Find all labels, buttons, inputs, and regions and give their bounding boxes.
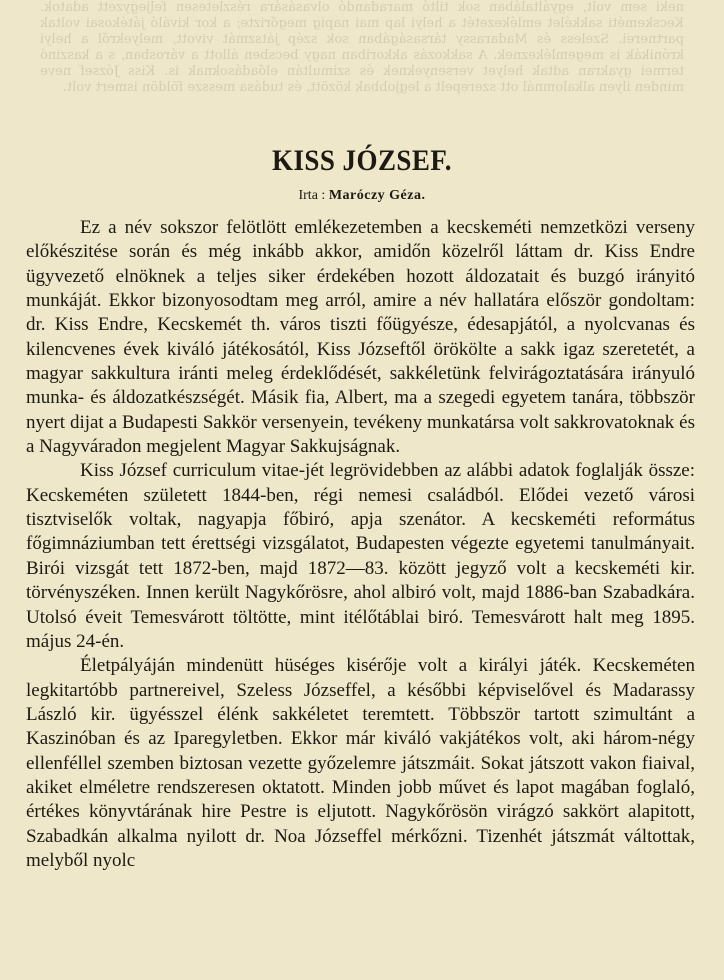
paragraph: Életpályáján mindenütt hüséges kisérője volt a királyi játék. Kecskeméten legkitartóbb partnereivel, Szeless Józseffel, a későbbi képviselővel és Madarassy László kir. ügyésszel élénk sakkéletet teremtett. Többször tartott szimultánt a Kaszinóban és az Iparegyletben. Ekkor már kiváló vakjátékos volt, aki három-négy ellenféllel szemben biztosan vezette győzelemre játszmáit. Sokat játszott vakon fiaival, akiket elméletre rendszeresen oktatott. Minden jobb művet és lapot magában foglaló, értékes könyvtárának hire Pestre is eljutott. Nagykőrösön virágzó sakkört alapitott, Szabadkán alkalma nyilott dr. Noa Józseffel mérkőzni. Tizenhét játszmát váltottak, melyből nyolc <box>26 655 695 871</box>
article-title: KISS JÓZSEF. <box>272 144 452 177</box>
paragraph: Kiss József curriculum vitae-jét legrövidebben az alábbi adatok foglalják össze: Kecskeméten született 1844-ben, régi nemesi családból. Elődei vezető városi tisztviselők voltak, nagyapja főbiró, apja szenátor. A kecskeméti református főgimnáziumban tett érettségi vizsgálatot, Budapesten végezte egyetemi tanulmányait. Birói vizsgát tett 1872-ben, majd 1872—83. között jegyző volt a kecskeméti kir. törvényszéken. Innen került Nagykőrösre, ahol albiró volt, majd 1886-ban Szabadkára. Utolsó éveit Temesvárott töltötte, mint itélőtáblai biró. Temesvárott halt meg 1895. május 24-én. <box>26 460 695 652</box>
article-body <box>26 216 695 873</box>
paragraph: Ez a név sokszor felötlött emlékezetemben a kecskeméti nemzetközi verseny előkészitése során és még inkább akkor, amidőn közelről láttam dr. Kiss Endre ügyvezető elnöknek a teljes siker érdekében hozott áldozatait és buzgó irányitó munkáját. Ekkor bizonyosodtam meg arról, amire a név hallatára először gondoltam: dr. Kiss Endre, Kecskemét th. város tiszti főügyésze, édesapjától, a nyolcvanas és kilencvenes évek kiváló játékosától, Kiss Józseftől örökölte a sakk igaz szeretetét, a magyar sakkultura iránti meleg érdeklődését, sakkéletünk felvirágoztatására irányuló munka- és áldozatkészségét. Másik fia, Albert, ma a szegedi egyetem tanára, többször nyert dijat a Budapesti Sakkör versenyein, tevékeny munkatársa volt sakkrovatoknak és a Nagyváradon megjelent Magyar Sakkujságnak. <box>26 217 695 458</box>
byline <box>0 188 724 204</box>
byline-prefix: Irta : <box>298 188 326 203</box>
author-name: Maróczy Géza. <box>328 188 426 203</box>
show-through-text: neki sem volt, egyáltalában sok tiltó maradandó olvasására részletesen feljegyzett adatok. Kecskeméti sakkélet emlékezetét a helyi lap mai napig megőrizte; a kor kiváló játékosai voltak partnerei. Szeless és Madarassy társaságában sok szép játszmát vivott, melyekről a helyi krónikák is megemlékeznek. A sakkozás akkoriban nagy becsben állott a városban, s a kaszinó termei gyakran adtak helyet versenyeknek és szimultán előadásoknak is. Kiss József neve minden ilyen alkalomnál ott szerepelt a legjobbak között, és tudása messze földön ismert volt. <box>40 0 684 95</box>
